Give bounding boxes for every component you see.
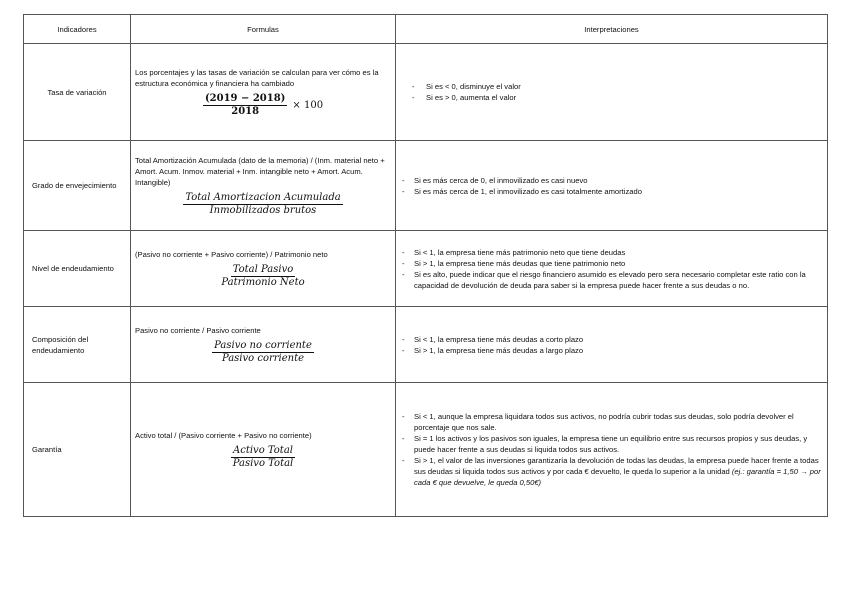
formula-cell bbox=[131, 44, 396, 141]
fraction-numerator: Activo Total bbox=[233, 444, 293, 456]
interpretation-cell bbox=[396, 383, 828, 517]
list-item: - Si = 1 los activos y los pasivos son iguales, la empresa tiene un equilibrio entre sus recursos propios y sus deudas, y puede hacer frente a sus deudas si liquida todos sus activos. bbox=[400, 433, 823, 455]
interpretation-cell bbox=[396, 44, 828, 141]
formula-cell bbox=[131, 307, 396, 383]
interpretation-cell bbox=[396, 231, 828, 307]
list-item: - Si > 1, la empresa tiene más deudas a largo plazo bbox=[400, 345, 823, 356]
table-row bbox=[24, 231, 828, 307]
fraction-denominator: Inmobilizados brutos bbox=[209, 204, 317, 216]
formula-text: (Pasivo no corriente + Pasivo corriente) / Patrimonio neto bbox=[135, 249, 328, 259]
list-item: - Si es > 0, aumenta el valor bbox=[410, 92, 823, 103]
header-formulas: Formulas bbox=[131, 15, 396, 44]
formula-fraction bbox=[135, 340, 391, 365]
table-row bbox=[24, 44, 828, 141]
indicator-cell: Nivel de endeudamiento bbox=[24, 231, 131, 307]
formula-cell bbox=[131, 231, 396, 307]
formula-cell bbox=[131, 141, 396, 231]
indicator-cell: Garantía bbox=[24, 383, 131, 517]
formula-cell bbox=[131, 383, 396, 517]
header-interpretaciones: Interpretaciones bbox=[396, 15, 828, 44]
indicator-cell: Grado de envejecimiento bbox=[24, 141, 131, 231]
list-item: - Si > 1, la empresa tiene más deudas que tiene patrimonio neto bbox=[400, 258, 823, 269]
formula-text: Los porcentajes y las tasas de variación se calculan para ver cómo es la estructura económica y financiera ha cambiado bbox=[135, 67, 379, 88]
formula-fraction bbox=[135, 93, 391, 118]
table-row bbox=[24, 141, 828, 231]
fraction-numerator: (2019 − 2018) bbox=[204, 92, 286, 104]
list-item: - Si es más cerca de 1, el inmovilizado es casi totalmente amortizado bbox=[400, 186, 823, 197]
table-row bbox=[24, 383, 828, 517]
fraction-numerator: Total Amortizacion Acumulada bbox=[185, 191, 341, 203]
formula-fraction bbox=[135, 192, 391, 217]
list-item-text: Si > 1, el valor de las inversiones garantizaría la devolución de todas las deudas, la empresa puede hacer frente a todas sus deudas si liquida todos sus activos y por cada € devuelto, le queda lo superior a la unidad bbox=[414, 456, 819, 476]
example-note: (ej.: garantía = 1,50 → por cada € que devuelve, le queda 0,50€) bbox=[414, 467, 821, 487]
formula-fraction bbox=[135, 264, 391, 289]
header-indicadores: Indicadores bbox=[24, 15, 131, 44]
list-item: - Si < 1, la empresa tiene más patrimonio neto que tiene deudas bbox=[400, 247, 823, 258]
interpretation-cell bbox=[396, 307, 828, 383]
fraction-multiplier: × 100 bbox=[292, 99, 324, 111]
table-row bbox=[24, 307, 828, 383]
fraction-denominator: 2018 bbox=[231, 105, 260, 117]
fraction-numerator: Pasivo no corriente bbox=[214, 339, 312, 351]
list-item: - Si es alto, puede indicar que el riesgo financiero asumido es elevado pero sera necesario completar este ratio con la capacidad de devolución de deuda para saber si la empresa puede hacer frente a sus deudas o no. bbox=[400, 269, 823, 291]
list-item: - Si < 1, la empresa tiene más deudas a corto plazo bbox=[400, 334, 823, 345]
list-item: - Si < 1, aunque la empresa liquidara todos sus activos, no podría cubrir todas sus deudas, solo podría devolver el porcentaje que nos sale. bbox=[400, 411, 823, 433]
formula-fraction bbox=[135, 445, 391, 470]
fraction-denominator: Pasivo Total bbox=[232, 457, 294, 469]
header-row bbox=[24, 15, 828, 44]
fraction-numerator: Total Pasivo bbox=[232, 263, 294, 275]
formula-text: Activo total / (Pasivo corriente + Pasivo no corriente) bbox=[135, 430, 312, 440]
fraction-denominator: Pasivo corriente bbox=[221, 352, 305, 364]
list-item: - Si es < 0, disminuye el valor bbox=[410, 81, 823, 92]
interpretation-cell bbox=[396, 141, 828, 231]
indicator-cell: Tasa de variación bbox=[24, 44, 131, 141]
formula-text: Total Amortización Acumulada (dato de la memoria) / (Inm. material neto + Amort. Acum. Inmov. material + Inm. intangible neto + Amort. Acum. Intangible) bbox=[135, 155, 385, 187]
list-item bbox=[400, 455, 823, 488]
fraction-denominator: Patrimonio Neto bbox=[221, 276, 305, 288]
indicator-cell: Composición del endeudamiento bbox=[24, 307, 131, 383]
list-item: - Si es más cerca de 0, el inmovilizado es casi nuevo bbox=[400, 175, 823, 186]
indicators-table bbox=[23, 14, 828, 517]
formula-text: Pasivo no corriente / Pasivo corriente bbox=[135, 325, 261, 335]
